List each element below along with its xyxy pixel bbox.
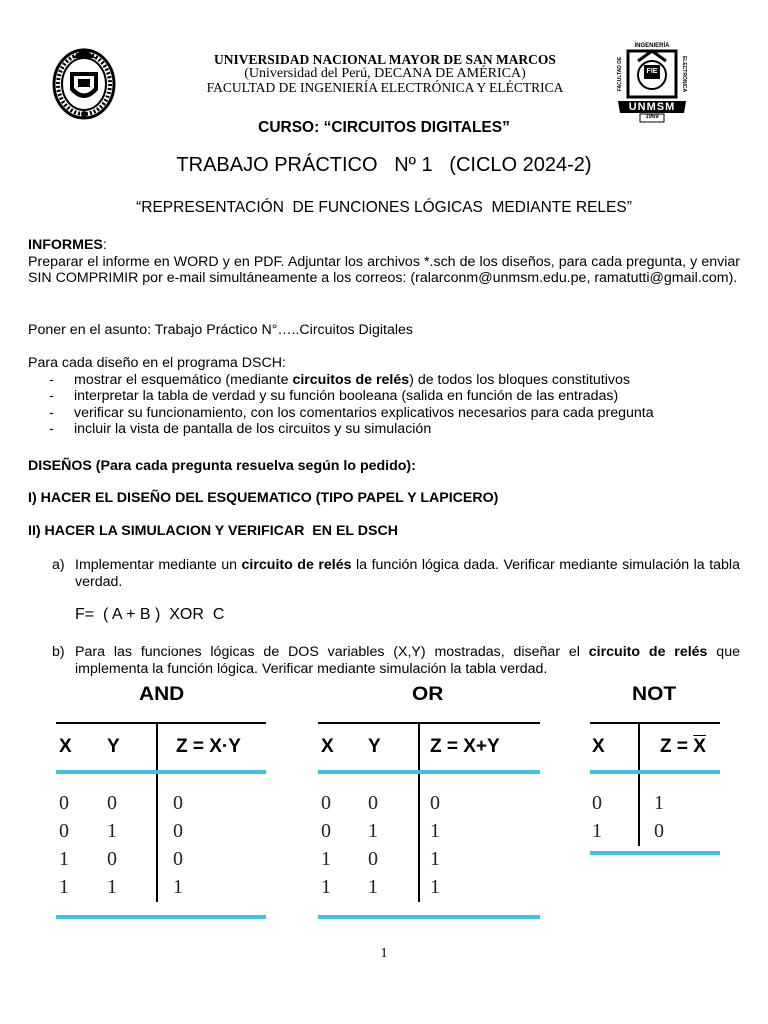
table-header: Y (368, 736, 381, 757)
faculty-logo (614, 43, 690, 123)
item-a-marker: a) (52, 557, 65, 573)
para-cada-section (28, 355, 740, 438)
table-header: X (592, 736, 605, 757)
table-cell: 0 (173, 792, 183, 814)
table-cell: 0 (59, 820, 69, 842)
table-cell: 1 (107, 820, 117, 842)
table-cell: 0 (368, 792, 378, 814)
x-bar: $\overline{X}$ (693, 736, 706, 757)
table-cell: 0 (592, 792, 602, 814)
logo-badge-text: FIE (646, 68, 658, 75)
not-truth-table (590, 684, 722, 864)
table-cell: 0 (654, 820, 664, 842)
disenos-heading: DISEÑOS (Para cada pregunta resuelva según lo pedido): (28, 458, 416, 474)
or-table-title: OR (412, 684, 444, 705)
section-1-heading: I) HACER EL DISEÑO DEL ESQUEMATICO (TIPO PAPEL Y LAPICERO) (28, 490, 499, 506)
para-cada-intro: Para cada diseño en el programa DSCH: (28, 355, 286, 371)
table-cell: 0 (173, 848, 183, 870)
informes-colon: : (102, 237, 107, 253)
university-subtitle: (Universidad del Perú, DECANA DE AMÉRICA) (244, 66, 526, 81)
logo-right-text: ELECTRÓNICA (681, 55, 687, 93)
practice-subject: “REPRESENTACIÓN DE FUNCIONES LÓGICAS MEDIANTE RELES” (136, 199, 632, 216)
informes-label: INFORMES (28, 237, 103, 253)
and-truth-table (56, 684, 268, 924)
faculty-name: FACULTAD DE INGENIERÍA ELECTRÓNICA Y ELÉCTRICA (206, 80, 564, 95)
table-cell: 1 (592, 820, 602, 842)
table-cell: 1 (321, 876, 331, 898)
table-cell: 1 (430, 820, 440, 842)
table-cell: 1 (430, 848, 440, 870)
item-b: b) Para las funciones lógicas de DOS variables (X,Y) mostradas, diseñar el circuito de relés que implementa la función lógica. Verificar mediante simulación la tabla verdad. (52, 644, 740, 677)
informes-section (28, 237, 740, 287)
list-item: - mostrar el esquemático (mediante circuitos de relés) de todos los bloques constitutivos (28, 372, 740, 389)
list-item: - interpretar la tabla de verdad y su función booleana (salida en función de las entradas) (28, 388, 740, 405)
table-cell: 0 (173, 820, 183, 842)
list-item: - verificar su funcionamiento, con los comentarios explicativos necesarios para cada pregunta (28, 405, 740, 422)
item-a: a) Implementar mediante un circuito de relés la función lógica dada. Verificar mediante simulación la tabla verdad. (52, 557, 740, 590)
table-cell: 1 (430, 876, 440, 898)
table-cell: 0 (368, 848, 378, 870)
table-header: X (59, 736, 72, 757)
table-header: Z = X+Y (430, 736, 500, 757)
informes-text: Preparar el informe en WORD y en PDF. Adjuntar los archivos *.sch de los diseños, para cada pregunta, y enviar SIN COMPRIMIR por e-mail simultáneamente a los correos: (ralarconm@unmsm.edu.pe, ramatutti@gmail.com). (28, 253, 740, 286)
not-table-title: NOT (632, 684, 677, 705)
table-cell: 0 (107, 848, 117, 870)
table-cell: 1 (321, 848, 331, 870)
course-title: CURSO: “CIRCUITOS DIGITALES” (258, 119, 510, 136)
or-truth-table (318, 684, 542, 924)
table-cell: 0 (321, 792, 331, 814)
table-cell: 0 (430, 792, 440, 814)
logo-bottom-text: UNMSM (628, 101, 676, 113)
university-name: UNIVERSIDAD NACIONAL MAYOR DE SAN MARCOS (214, 52, 556, 67)
section-2-heading: II) HACER LA SIMULACION Y VERIFICAR EN EL DSCH (28, 523, 398, 539)
practice-title: TRABAJO PRÁCTICO Nº 1 (CICLO 2024-2) (176, 154, 592, 176)
and-table-title: AND (139, 684, 185, 705)
table-cell: 1 (368, 820, 378, 842)
logo-left-text: FACULTAD DE (617, 56, 623, 92)
item-a-formula: F= ( A + B ) XOR C (75, 606, 225, 623)
table-cell: 1 (59, 848, 69, 870)
asunto-text: Poner en el asunto: Trabajo Práctico N°…..Circuitos Digitales (28, 322, 413, 338)
table-cell: 0 (107, 792, 117, 814)
table-cell: 0 (321, 820, 331, 842)
table-cell: 1 (173, 876, 183, 898)
table-cell: 1 (107, 876, 117, 898)
table-header: Y (107, 736, 120, 757)
table-header: Z = X·Y (176, 736, 241, 757)
logo-year-text: 1969 (645, 114, 659, 120)
university-seal-logo (52, 44, 116, 122)
list-item: - incluir la vista de pantalla de los circuitos y su simulación (28, 421, 740, 438)
table-cell: 1 (368, 876, 378, 898)
table-cell: 1 (59, 876, 69, 898)
page-number: 1 (380, 946, 388, 961)
item-b-marker: b) (52, 644, 65, 660)
table-header: X (321, 736, 334, 757)
table-header: $Z = \overline{X}$ (660, 736, 706, 757)
table-cell: 1 (654, 792, 664, 814)
logo-top-text: INGENIERÍA (634, 43, 670, 49)
table-cell: 0 (59, 792, 69, 814)
